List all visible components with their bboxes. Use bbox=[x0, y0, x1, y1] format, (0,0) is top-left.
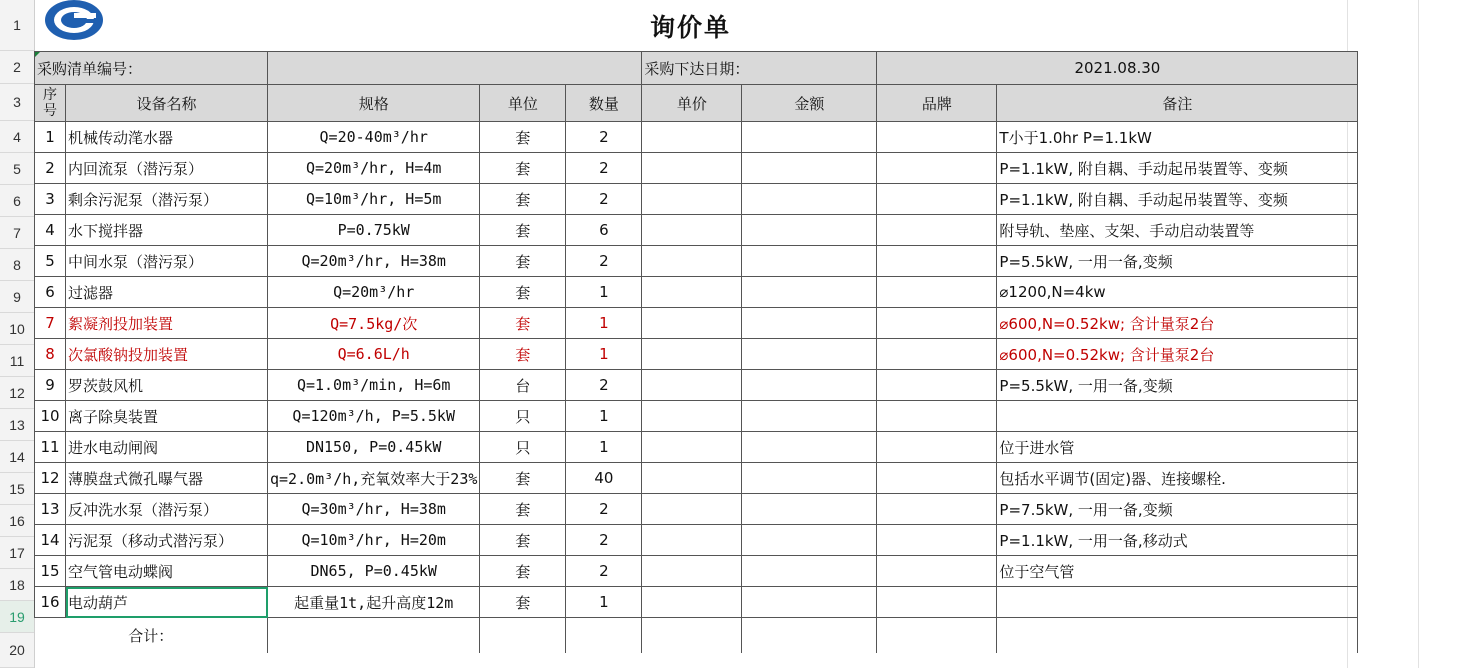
cell-qty[interactable]: 2 bbox=[566, 122, 642, 153]
cell-amount[interactable] bbox=[742, 122, 877, 153]
table-row bbox=[35, 122, 1358, 153]
cell-name[interactable]: 电动葫芦 bbox=[66, 587, 268, 618]
total-label[interactable]: 合计： bbox=[35, 618, 268, 653]
gridline bbox=[1418, 0, 1419, 668]
col-header-price[interactable]: 单价 bbox=[642, 85, 742, 122]
cell-qty[interactable]: 2 bbox=[566, 246, 642, 277]
total-cell[interactable] bbox=[997, 618, 1358, 653]
cell-amount[interactable] bbox=[742, 401, 877, 432]
cell-brand[interactable] bbox=[877, 339, 997, 370]
cell-spec[interactable]: DN150, P=0.45kW bbox=[268, 432, 480, 463]
table-row bbox=[35, 277, 1358, 308]
row-header-14[interactable]: 14 bbox=[0, 441, 34, 473]
cell-note[interactable]: P=5.5kW, 一用一备,变频 bbox=[997, 246, 1358, 277]
cell-note[interactable]: P=5.5kW, 一用一备,变频 bbox=[997, 370, 1358, 401]
cell-no[interactable]: 2 bbox=[35, 153, 66, 184]
cell-name[interactable]: 中间水泵（潜污泵） bbox=[66, 246, 268, 277]
row-header-6[interactable]: 6 bbox=[0, 185, 34, 217]
cell-note[interactable]: P=1.1kW, 附自耦、手动起吊装置等、变频 bbox=[997, 153, 1358, 184]
table-row bbox=[35, 370, 1358, 401]
cell-unit[interactable]: 套 bbox=[480, 153, 566, 184]
cell-spec[interactable]: Q=120m³/h, P=5.5kW bbox=[268, 401, 480, 432]
cell-price[interactable] bbox=[642, 556, 742, 587]
inquiry-table bbox=[34, 51, 1358, 653]
table-row bbox=[35, 494, 1358, 525]
cell-unit[interactable]: 只 bbox=[480, 401, 566, 432]
cell-unit[interactable]: 套 bbox=[480, 339, 566, 370]
cell-note[interactable]: ⌀600,N=0.52kw; 含计量泵2台 bbox=[997, 339, 1358, 370]
cell-amount[interactable] bbox=[742, 587, 877, 618]
row-header-20[interactable]: 20 bbox=[0, 633, 34, 668]
cell-spec[interactable]: Q=20-40m³/hr bbox=[268, 122, 480, 153]
cell-spec[interactable]: Q=20m³/hr, H=38m bbox=[268, 246, 480, 277]
row-header-18[interactable]: 18 bbox=[0, 569, 34, 601]
cell-amount[interactable] bbox=[742, 215, 877, 246]
row-header-9[interactable]: 9 bbox=[0, 281, 34, 313]
cell-no[interactable]: 13 bbox=[35, 494, 66, 525]
cell-no[interactable]: 11 bbox=[35, 432, 66, 463]
cell-qty[interactable]: 1 bbox=[566, 432, 642, 463]
cell-price[interactable] bbox=[642, 494, 742, 525]
cell-qty[interactable]: 2 bbox=[566, 525, 642, 556]
cell-name[interactable]: 内回流泵（潜污泵） bbox=[66, 153, 268, 184]
cell-amount[interactable] bbox=[742, 494, 877, 525]
cell-spec[interactable]: Q=30m³/hr, H=38m bbox=[268, 494, 480, 525]
cell-price[interactable] bbox=[642, 122, 742, 153]
table-row bbox=[35, 308, 1358, 339]
cell-note[interactable]: P=1.1kW, 一用一备,移动式 bbox=[997, 525, 1358, 556]
col-header-unit[interactable]: 单位 bbox=[480, 85, 566, 122]
cell-name[interactable]: 离子除臭装置 bbox=[66, 401, 268, 432]
row-header-column bbox=[0, 0, 35, 668]
cell-unit[interactable]: 套 bbox=[480, 277, 566, 308]
cell-spec[interactable]: Q=7.5kg/次 bbox=[268, 308, 480, 339]
issue-date-label[interactable]: 采购下达日期： bbox=[642, 52, 877, 85]
cell-note[interactable] bbox=[997, 587, 1358, 618]
row-header-7[interactable]: 7 bbox=[0, 217, 34, 249]
cell-no[interactable]: 16 bbox=[35, 587, 66, 618]
table-row bbox=[35, 339, 1358, 370]
cell-note[interactable]: 包括水平调节(固定)器、连接螺栓. bbox=[997, 463, 1358, 494]
cell-amount[interactable] bbox=[742, 184, 877, 215]
cell-no[interactable]: 7 bbox=[35, 308, 66, 339]
cell-brand[interactable] bbox=[877, 556, 997, 587]
cell-amount[interactable] bbox=[742, 339, 877, 370]
table-row bbox=[35, 184, 1358, 215]
cell-unit[interactable]: 只 bbox=[480, 432, 566, 463]
cell-price[interactable] bbox=[642, 525, 742, 556]
cell-amount[interactable] bbox=[742, 463, 877, 494]
cell-brand[interactable] bbox=[877, 494, 997, 525]
cell-brand[interactable] bbox=[877, 401, 997, 432]
cell-spec[interactable]: P=0.75kW bbox=[268, 215, 480, 246]
row-header-11[interactable]: 11 bbox=[0, 345, 34, 377]
cell-brand[interactable] bbox=[877, 525, 997, 556]
cell-qty[interactable]: 1 bbox=[566, 401, 642, 432]
cell-name[interactable]: 反冲洗水泵（潜污泵） bbox=[66, 494, 268, 525]
col-header-amount[interactable]: 金额 bbox=[742, 85, 877, 122]
total-cell[interactable] bbox=[877, 618, 997, 653]
row-header-1[interactable]: 1 bbox=[0, 0, 34, 51]
cell-brand[interactable] bbox=[877, 215, 997, 246]
cell-no[interactable]: 4 bbox=[35, 215, 66, 246]
cell-qty[interactable]: 6 bbox=[566, 215, 642, 246]
cell-unit[interactable]: 套 bbox=[480, 246, 566, 277]
table-row bbox=[35, 432, 1358, 463]
cell-price[interactable] bbox=[642, 215, 742, 246]
cell-spec[interactable]: Q=20m³/hr bbox=[268, 277, 480, 308]
sheet-title: 询价单 bbox=[649, 12, 731, 42]
cell-qty[interactable]: 1 bbox=[566, 308, 642, 339]
cell-brand[interactable] bbox=[877, 432, 997, 463]
info-row bbox=[35, 52, 1358, 85]
cell-qty[interactable]: 1 bbox=[566, 277, 642, 308]
cell-amount[interactable] bbox=[742, 246, 877, 277]
cell-brand[interactable] bbox=[877, 184, 997, 215]
cell-unit[interactable]: 台 bbox=[480, 370, 566, 401]
cell-spec[interactable]: Q=6.6L/h bbox=[268, 339, 480, 370]
cell-price[interactable] bbox=[642, 463, 742, 494]
cell-spec[interactable]: Q=10m³/hr, H=20m bbox=[268, 525, 480, 556]
table-row bbox=[35, 215, 1358, 246]
cell-no[interactable]: 1 bbox=[35, 122, 66, 153]
cell-name[interactable]: 污泥泵（移动式潜污泵） bbox=[66, 525, 268, 556]
cell-price[interactable] bbox=[642, 370, 742, 401]
cell-qty[interactable]: 1 bbox=[566, 587, 642, 618]
cell-spec[interactable]: Q=10m³/hr, H=5m bbox=[268, 184, 480, 215]
table-row bbox=[35, 587, 1358, 618]
cell-no[interactable]: 8 bbox=[35, 339, 66, 370]
cell-price[interactable] bbox=[642, 339, 742, 370]
table-row bbox=[35, 246, 1358, 277]
cell-no[interactable]: 9 bbox=[35, 370, 66, 401]
table-row bbox=[35, 525, 1358, 556]
cell-note[interactable]: P=7.5kW, 一用一备,变频 bbox=[997, 494, 1358, 525]
cell-price[interactable] bbox=[642, 432, 742, 463]
table-row bbox=[35, 153, 1358, 184]
cell-unit[interactable]: 套 bbox=[480, 494, 566, 525]
cell-qty[interactable]: 2 bbox=[566, 556, 642, 587]
cell-amount[interactable] bbox=[742, 556, 877, 587]
cell-price[interactable] bbox=[642, 587, 742, 618]
cell-name[interactable]: 空气管电动蝶阀 bbox=[66, 556, 268, 587]
row-header-19[interactable]: 19 bbox=[0, 601, 34, 633]
cell-note[interactable]: P=1.1kW, 附自耦、手动起吊装置等、变频 bbox=[997, 184, 1358, 215]
cell-price[interactable] bbox=[642, 401, 742, 432]
row-header-3[interactable]: 3 bbox=[0, 84, 34, 121]
cell-name[interactable]: 薄膜盘式微孔曝气器 bbox=[66, 463, 268, 494]
table-row bbox=[35, 556, 1358, 587]
col-header-no[interactable]: 序号 bbox=[35, 85, 66, 122]
row-header-16[interactable]: 16 bbox=[0, 505, 34, 537]
total-cell[interactable] bbox=[642, 618, 742, 653]
table-row bbox=[35, 463, 1358, 494]
total-row bbox=[35, 618, 1358, 653]
cell-unit[interactable]: 套 bbox=[480, 308, 566, 339]
order-no-label[interactable]: 采购清单编号： bbox=[35, 52, 268, 85]
cell-spec[interactable]: 起重量1t,起升高度12m bbox=[268, 587, 480, 618]
cell-brand[interactable] bbox=[877, 587, 997, 618]
cell-qty[interactable]: 2 bbox=[566, 153, 642, 184]
cell-amount[interactable] bbox=[742, 370, 877, 401]
row-header-4[interactable]: 4 bbox=[0, 121, 34, 153]
cell-spec[interactable]: q=2.0m³/h,充氧效率大于23% bbox=[268, 463, 480, 494]
cell-brand[interactable] bbox=[877, 277, 997, 308]
column-header-row bbox=[35, 85, 1358, 122]
cell-note[interactable]: 位于进水管 bbox=[997, 432, 1358, 463]
cell-no[interactable]: 12 bbox=[35, 463, 66, 494]
cell-no[interactable]: 6 bbox=[35, 277, 66, 308]
cell-amount[interactable] bbox=[742, 525, 877, 556]
row-header-12[interactable]: 12 bbox=[0, 377, 34, 409]
cell-brand[interactable] bbox=[877, 463, 997, 494]
row-header-2[interactable]: 2 bbox=[0, 51, 34, 84]
cell-note[interactable] bbox=[997, 401, 1358, 432]
cell-name[interactable]: 过滤器 bbox=[66, 277, 268, 308]
cell-unit[interactable]: 套 bbox=[480, 184, 566, 215]
row-header-15[interactable]: 15 bbox=[0, 473, 34, 505]
cell-name[interactable]: 水下搅拌器 bbox=[66, 215, 268, 246]
cell-no[interactable]: 3 bbox=[35, 184, 66, 215]
cell-qty[interactable]: 1 bbox=[566, 339, 642, 370]
row-header-17[interactable]: 17 bbox=[0, 537, 34, 569]
cell-price[interactable] bbox=[642, 153, 742, 184]
col-header-brand[interactable]: 品牌 bbox=[877, 85, 997, 122]
cell-no[interactable]: 14 bbox=[35, 525, 66, 556]
cell-name[interactable]: 絮凝剂投加装置 bbox=[66, 308, 268, 339]
cell-no[interactable]: 10 bbox=[35, 401, 66, 432]
row-header-8[interactable]: 8 bbox=[0, 249, 34, 281]
cell-price[interactable] bbox=[642, 277, 742, 308]
cell-note[interactable]: ⌀1200,N=4kw bbox=[997, 277, 1358, 308]
table-row bbox=[35, 401, 1358, 432]
cell-qty[interactable]: 2 bbox=[566, 494, 642, 525]
cell-name[interactable]: 进水电动闸阀 bbox=[66, 432, 268, 463]
cell-qty[interactable]: 2 bbox=[566, 370, 642, 401]
cell-qty[interactable]: 40 bbox=[566, 463, 642, 494]
col-header-spec[interactable]: 规格 bbox=[268, 85, 480, 122]
cell-unit[interactable]: 套 bbox=[480, 587, 566, 618]
cell-unit[interactable]: 套 bbox=[480, 122, 566, 153]
cell-no[interactable]: 5 bbox=[35, 246, 66, 277]
cell-brand[interactable] bbox=[877, 246, 997, 277]
cell-amount[interactable] bbox=[742, 277, 877, 308]
cell-qty[interactable]: 2 bbox=[566, 184, 642, 215]
cell-unit[interactable]: 套 bbox=[480, 215, 566, 246]
cell-amount[interactable] bbox=[742, 432, 877, 463]
total-cell[interactable] bbox=[566, 618, 642, 653]
col-header-name[interactable]: 设备名称 bbox=[66, 85, 268, 122]
cell-unit[interactable]: 套 bbox=[480, 463, 566, 494]
cell-name[interactable]: 剩余污泥泵（潜污泵） bbox=[66, 184, 268, 215]
cell-name[interactable]: 次氯酸钠投加装置 bbox=[66, 339, 268, 370]
col-header-qty[interactable]: 数量 bbox=[566, 85, 642, 122]
cell-price[interactable] bbox=[642, 184, 742, 215]
cell-note[interactable]: T小于1.0hr P=1.1kW bbox=[997, 122, 1358, 153]
cell-brand[interactable] bbox=[877, 153, 997, 184]
cell-name[interactable]: 机械传动滗水器 bbox=[66, 122, 268, 153]
cell-price[interactable] bbox=[642, 308, 742, 339]
cell-amount[interactable] bbox=[742, 308, 877, 339]
row-header-10[interactable]: 10 bbox=[0, 313, 34, 345]
cell-brand[interactable] bbox=[877, 308, 997, 339]
cell-amount[interactable] bbox=[742, 153, 877, 184]
cell-no[interactable]: 15 bbox=[35, 556, 66, 587]
cell-note[interactable]: ⌀600,N=0.52kw; 含计量泵2台 bbox=[997, 308, 1358, 339]
cell-spec[interactable]: Q=20m³/hr, H=4m bbox=[268, 153, 480, 184]
cell-brand[interactable] bbox=[877, 122, 997, 153]
cell-unit[interactable]: 套 bbox=[480, 525, 566, 556]
cell-price[interactable] bbox=[642, 246, 742, 277]
total-cell[interactable] bbox=[268, 618, 480, 653]
cell-spec[interactable]: Q=1.0m³/min, H=6m bbox=[268, 370, 480, 401]
cell-unit[interactable]: 套 bbox=[480, 556, 566, 587]
cell-note[interactable]: 位于空气管 bbox=[997, 556, 1358, 587]
cell-note[interactable]: 附导轨、垫座、支架、手动启动装置等 bbox=[997, 215, 1358, 246]
col-header-note[interactable]: 备注 bbox=[997, 85, 1358, 122]
row-header-13[interactable]: 13 bbox=[0, 409, 34, 441]
row-header-5[interactable]: 5 bbox=[0, 153, 34, 185]
cell-name[interactable]: 罗茨鼓风机 bbox=[66, 370, 268, 401]
total-cell[interactable] bbox=[480, 618, 566, 653]
order-no-value[interactable] bbox=[268, 52, 642, 85]
cell-brand[interactable] bbox=[877, 370, 997, 401]
total-cell[interactable] bbox=[742, 618, 877, 653]
issue-date-value[interactable]: 2021.08.30 bbox=[877, 52, 1358, 85]
cell-spec[interactable]: DN65, P=0.45kW bbox=[268, 556, 480, 587]
